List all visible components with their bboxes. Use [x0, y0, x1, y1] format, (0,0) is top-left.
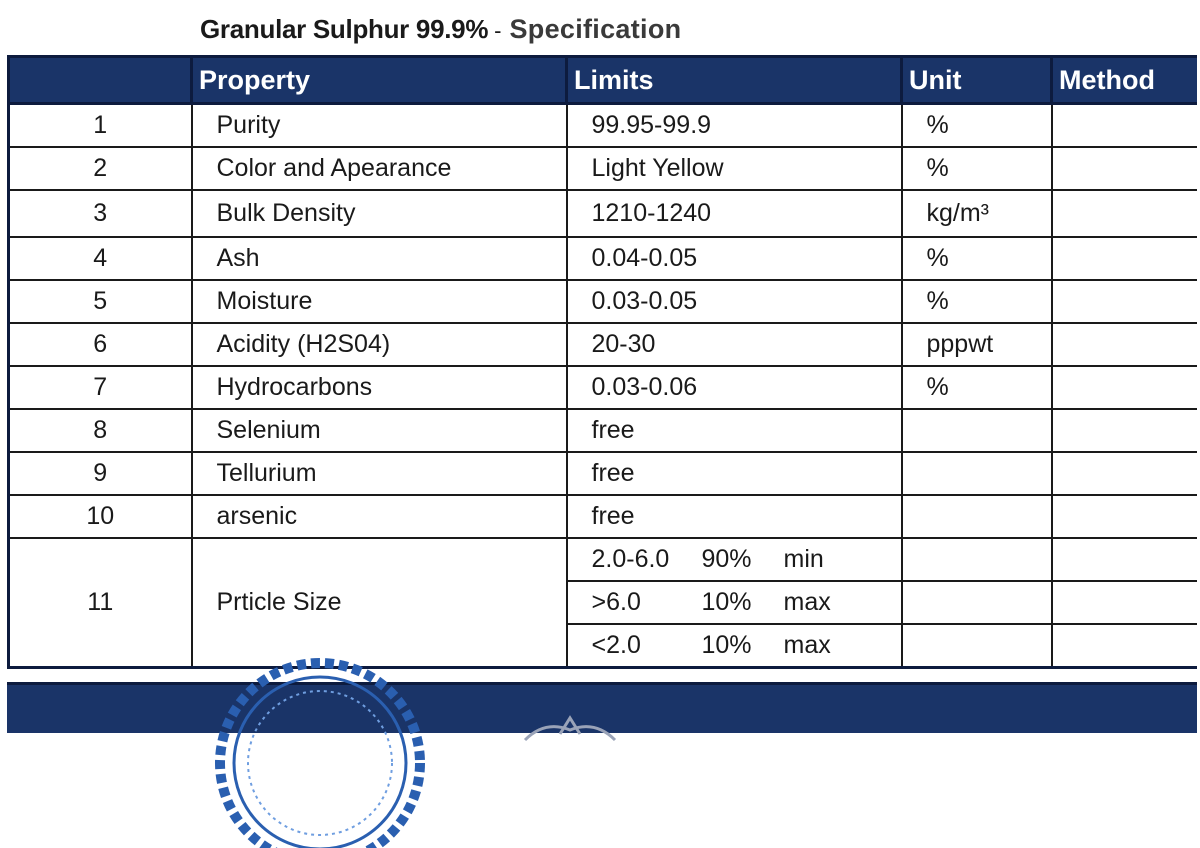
- row-unit: pppwt: [902, 323, 1052, 366]
- footer-bar: [7, 682, 1197, 733]
- row-method: [1052, 624, 1198, 668]
- row-method: [1052, 409, 1198, 452]
- row-property: Hydrocarbons: [192, 366, 567, 409]
- ps-qualifier: max: [783, 631, 831, 659]
- table-header-row: [9, 57, 1198, 104]
- row-limits: 99.95-99.9: [567, 104, 902, 148]
- particle-size-line: [567, 538, 902, 581]
- title-subtitle: Specification: [509, 14, 682, 44]
- row-unit: [902, 409, 1052, 452]
- row-property: Bulk Density: [192, 190, 567, 237]
- row-limits: free: [567, 495, 902, 538]
- row-number: 7: [9, 366, 192, 409]
- title-separator: -: [494, 18, 502, 43]
- table-row: [9, 538, 1198, 581]
- row-unit: [902, 581, 1052, 624]
- particle-size-line: [567, 581, 902, 624]
- row-number: 5: [9, 280, 192, 323]
- ps-qualifier: min: [783, 545, 824, 573]
- particle-size-line: [567, 624, 902, 668]
- row-unit: [902, 624, 1052, 668]
- ps-percent: 10%: [701, 631, 752, 659]
- row-number: 10: [9, 495, 192, 538]
- title-main: Granular Sulphur 99.9%: [200, 14, 489, 44]
- table-row: [9, 452, 1198, 495]
- row-unit: kg/m³: [902, 190, 1052, 237]
- table-row: [9, 147, 1198, 190]
- row-property: arsenic: [192, 495, 567, 538]
- row-number: 8: [9, 409, 192, 452]
- table-row: [9, 280, 1198, 323]
- row-limits: 0.03-0.05: [567, 280, 902, 323]
- row-method: [1052, 366, 1198, 409]
- row-limits: Light Yellow: [567, 147, 902, 190]
- row-method: [1052, 190, 1198, 237]
- row-property: Color and Apearance: [192, 147, 567, 190]
- table-row: [9, 366, 1198, 409]
- row-number: 3: [9, 190, 192, 237]
- row-limits: free: [567, 452, 902, 495]
- row-method: [1052, 323, 1198, 366]
- row-method: [1052, 237, 1198, 280]
- row-limits: 0.03-0.06: [567, 366, 902, 409]
- row-unit: %: [902, 280, 1052, 323]
- row-property: Tellurium: [192, 452, 567, 495]
- row-limits: free: [567, 409, 902, 452]
- ps-range: >6.0: [591, 588, 641, 616]
- row-property: Selenium: [192, 409, 567, 452]
- row-limits: 20-30: [567, 323, 902, 366]
- table-row: [9, 409, 1198, 452]
- ps-qualifier: max: [783, 588, 831, 616]
- header-limits: Limits: [567, 57, 902, 104]
- header-method: Method: [1052, 57, 1198, 104]
- row-unit: [902, 538, 1052, 581]
- row-number: 2: [9, 147, 192, 190]
- row-method: [1052, 280, 1198, 323]
- row-unit: %: [902, 366, 1052, 409]
- row-limits: 1210-1240: [567, 190, 902, 237]
- row-unit: [902, 495, 1052, 538]
- row-number: 1: [9, 104, 192, 148]
- header-property: Property: [192, 57, 567, 104]
- spec-table: [7, 55, 1197, 669]
- table-row: [9, 237, 1198, 280]
- row-method: [1052, 495, 1198, 538]
- header-no: [9, 57, 192, 104]
- ps-range: 2.0-6.0: [591, 545, 670, 573]
- row-number: 11: [9, 538, 192, 668]
- table-row: [9, 104, 1198, 148]
- row-limits: 0.04-0.05: [567, 237, 902, 280]
- row-unit: %: [902, 147, 1052, 190]
- row-method: [1052, 104, 1198, 148]
- ps-range: <2.0: [591, 631, 641, 659]
- ps-percent: 10%: [701, 588, 752, 616]
- spec-table-container: [7, 55, 1197, 730]
- row-property: Ash: [192, 237, 567, 280]
- row-unit: [902, 452, 1052, 495]
- row-property: Prticle Size: [192, 538, 567, 668]
- row-method: [1052, 538, 1198, 581]
- row-property: Moisture: [192, 280, 567, 323]
- row-number: 4: [9, 237, 192, 280]
- row-unit: %: [902, 237, 1052, 280]
- row-method: [1052, 452, 1198, 495]
- ps-percent: 90%: [701, 545, 752, 573]
- row-number: 9: [9, 452, 192, 495]
- document-title: [200, 14, 681, 54]
- row-property: Acidity (H2S04): [192, 323, 567, 366]
- table-row: [9, 190, 1198, 237]
- row-method: [1052, 581, 1198, 624]
- row-method: [1052, 147, 1198, 190]
- table-row: [9, 323, 1198, 366]
- row-number: 6: [9, 323, 192, 366]
- row-unit: %: [902, 104, 1052, 148]
- table-row: [9, 495, 1198, 538]
- row-property: Purity: [192, 104, 567, 148]
- header-unit: Unit: [902, 57, 1052, 104]
